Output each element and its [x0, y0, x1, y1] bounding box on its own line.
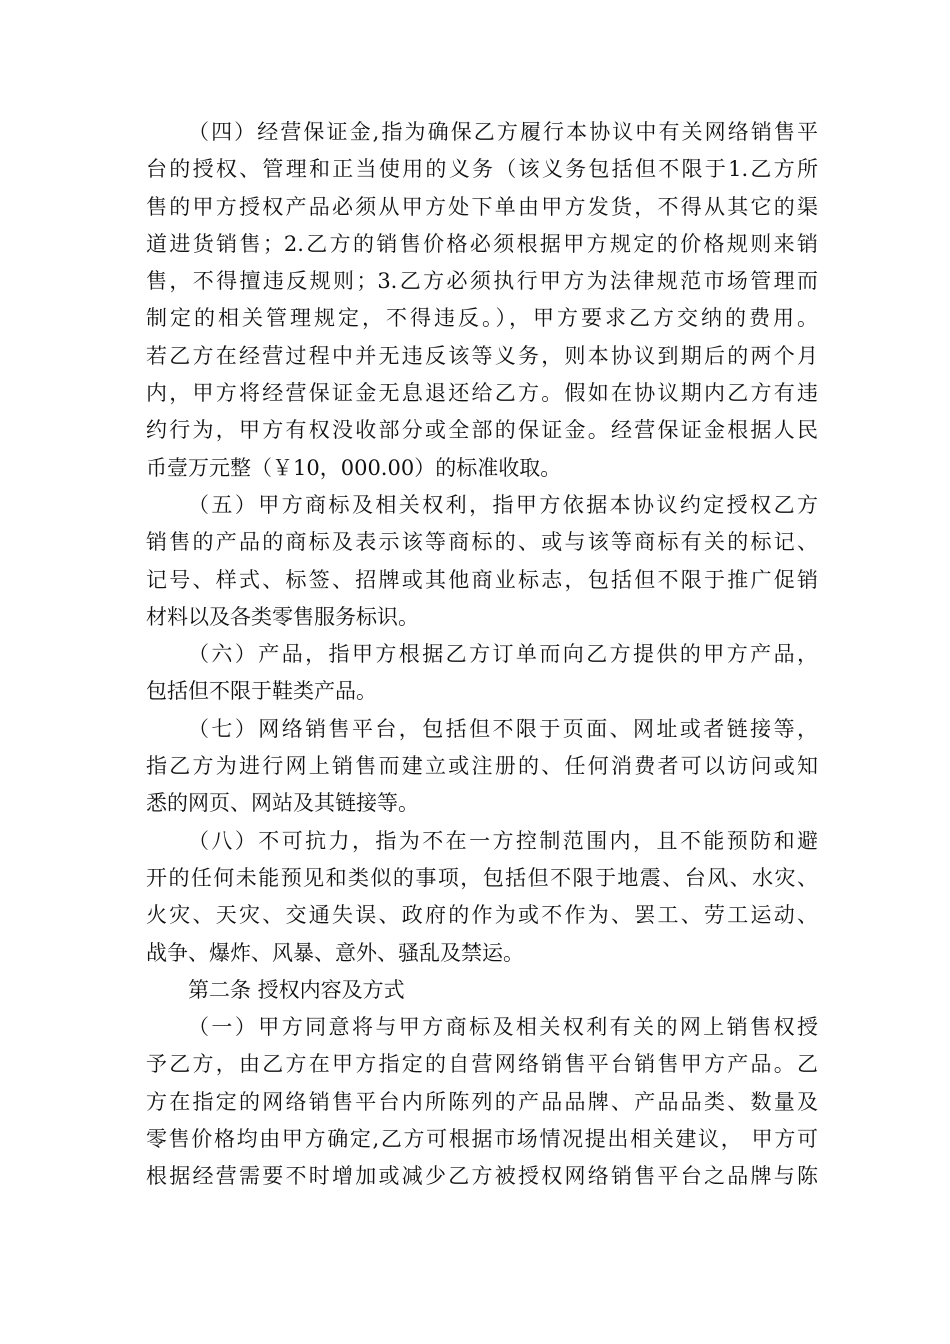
paragraph-4-line: 售，不得擅违反规则；3.乙方必须执行甲方为法律规范市场管理而	[146, 269, 818, 294]
paragraph-8-line: （八）不可抗力，指为不在一方控制范围内，且不能预防和避	[188, 828, 818, 853]
article-2-heading: 第二条 授权内容及方式	[188, 977, 405, 1002]
article-2-clause-1-line: 零售价格均由甲方确定,乙方可根据市场情况提出相关建议， 甲方可	[146, 1127, 818, 1152]
paragraph-5-line: （五）甲方商标及相关权利，指甲方依据本协议约定授权乙方	[188, 492, 818, 517]
article-2-clause-1-line: 予乙方，由乙方在甲方指定的自营网络销售平台销售甲方产品。乙	[146, 1052, 818, 1077]
paragraph-4-line: 币壹万元整（￥10，000.00）的标准收取。	[146, 455, 562, 480]
paragraph-8-line: 开的任何未能预见和类似的事项，包括但不限于地震、台风、水灾、	[146, 865, 818, 890]
paragraph-4-line: 约行为，甲方有权没收部分或全部的保证金。经营保证金根据人民	[146, 418, 818, 443]
paragraph-7-line: （七）网络销售平台，包括但不限于页面、网址或者链接等，	[188, 716, 818, 741]
paragraph-4-line: 售的甲方授权产品必须从甲方处下单由甲方发货，不得从其它的渠	[146, 194, 818, 219]
article-2-clause-1-line: （一）甲方同意将与甲方商标及相关权利有关的网上销售权授	[188, 1015, 818, 1040]
paragraph-4-line: 道进货销售；2.乙方的销售价格必须根据甲方规定的价格规则来销	[146, 231, 818, 256]
document-body	[146, 114, 818, 1196]
paragraph-4-line: 若乙方在经营过程中并无违反该等义务，则本协议到期后的两个月	[146, 343, 818, 368]
paragraph-6-line: 包括但不限于鞋类产品。	[146, 679, 377, 704]
paragraph-5-line: 记号、样式、标签、招牌或其他商业标志，包括但不限于推广促销	[146, 567, 818, 592]
paragraph-8-line: 战争、爆炸、风暴、意外、骚乱及禁运。	[146, 940, 524, 965]
paragraph-7-line: 悉的网页、网站及其链接等。	[146, 791, 419, 816]
paragraph-4-line: 台的授权、管理和正当使用的义务（该义务包括但不限于1.乙方所	[146, 157, 818, 182]
paragraph-4-line: 内，甲方将经营保证金无息退还给乙方。假如在协议期内乙方有违	[146, 381, 818, 406]
paragraph-5-line: 材料以及各类零售服务标识。	[146, 604, 419, 629]
article-2-clause-1-line: 方在指定的网络销售平台内所陈列的产品品牌、产品品类、数量及	[146, 1089, 818, 1114]
article-2-clause-1-line: 根据经营需要不时增加或减少乙方被授权网络销售平台之品牌与陈	[146, 1164, 818, 1189]
paragraph-8-line: 火灾、天灾、交通失误、政府的作为或不作为、罢工、劳工运动、	[146, 903, 818, 928]
paragraph-5-line: 销售的产品的商标及表示该等商标的、或与该等商标有关的标记、	[146, 530, 818, 555]
paragraph-6-line: （六）产品，指甲方根据乙方订单而向乙方提供的甲方产品，	[188, 642, 818, 667]
paragraph-7-line: 指乙方为进行网上销售而建立或注册的、任何消费者可以访问或知	[146, 754, 818, 779]
paragraph-4-line: 制定的相关管理规定，不得违反。），甲方要求乙方交纳的费用。	[146, 306, 818, 331]
paragraph-4-line: （四）经营保证金,指为确保乙方履行本协议中有关网络销售平	[188, 120, 818, 144]
